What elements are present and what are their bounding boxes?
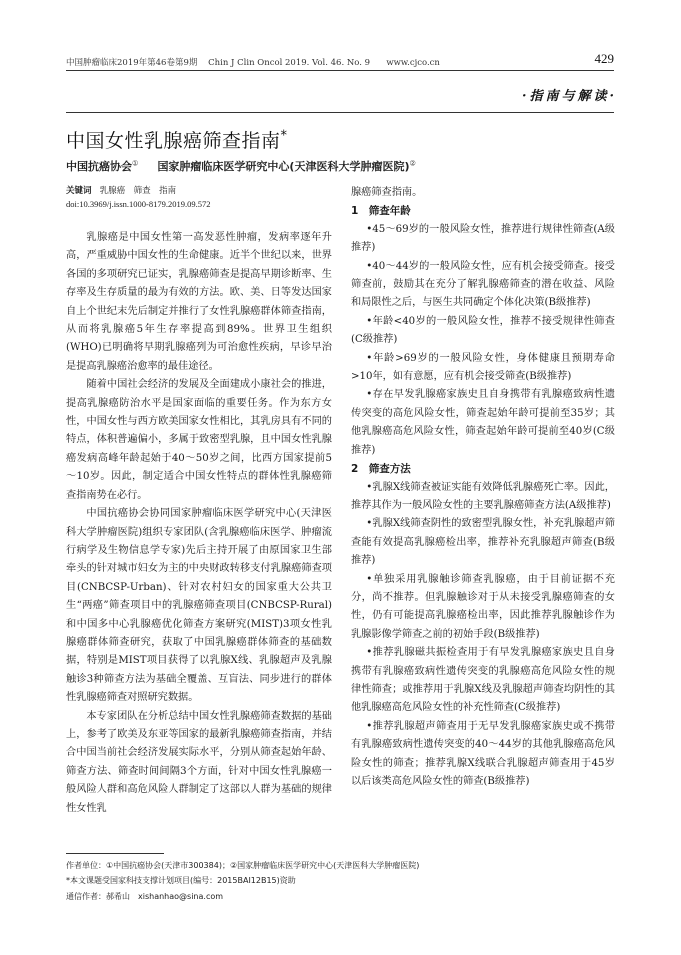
footnote-rule: [66, 853, 164, 854]
article-title: 中国女性乳腺癌筛查指南*: [66, 128, 288, 152]
recommendation-item: •乳腺X线筛查被证实能有效降低乳腺癌死亡率。因此，推荐其作为一般风险女性的主要乳腺癌筛查方法(A级推荐): [351, 481, 615, 511]
author-org-2-mark: ②: [409, 159, 416, 168]
keywords: 乳腺癌 筛查 指南: [99, 186, 177, 196]
right-column: [351, 184, 615, 791]
page-number: 429: [594, 51, 614, 66]
recommendation-item: •40～44岁的一般风险女性，应有机会接受筛查。接受筛查前，鼓励其在充分了解乳腺癌筛查的潜在收益、风险和局限性之后，与医生共同确定个体化决策(B级推荐): [351, 260, 615, 309]
journal-name-en: Chin J Clin Oncol 2019. Vol. 46. No. 9: [208, 58, 371, 68]
footnote-correspondence: 通信作者：郝希山 xishanhao@sina.com: [66, 891, 224, 901]
header-rule: [66, 70, 614, 71]
section-heading-method: 2 筛查方法: [351, 463, 411, 476]
author-line: [66, 158, 416, 174]
body-paragraph-continued: 腺癌筛查指南。: [351, 187, 423, 198]
recommendation-item: •推荐乳腺超声筛查用于无早发乳腺癌家族史或不携带有乳腺癌致病性遗传突变的40～44岁的其他乳腺癌高危风险女性的筛查；推荐乳腺X线联合乳腺超声筛查用于45岁以后该类高危风险女性的筛查(B级推荐): [351, 720, 615, 787]
recommendation-item: •推荐乳腺磁共振检查用于有早发乳腺癌家族史且自身携带有乳腺癌致病性遗传突变的乳腺癌高危风险女性的规律性筛查；或推荐用于乳腺X线及乳腺超声筛查均阴性的其他乳腺癌高危风险女性的补充性筛查(C级推荐): [351, 647, 615, 714]
recommendation-item: •年龄<40岁的一般风险女性，推荐不接受规律性筛查(C级推荐): [351, 315, 615, 346]
recommendation-item: •45～69岁的一般风险女性，推荐进行规律性筛查(A级推荐): [351, 223, 615, 254]
footnote-funding: *本文课题受国家科技支撑计划项目(编号：2015BAI12B15)资助: [66, 876, 296, 886]
title-footnote-mark: *: [280, 128, 288, 144]
section-heading-age: 1 筛查年龄: [351, 205, 411, 218]
keywords-label: 关键词: [66, 186, 92, 196]
section-rule: [66, 112, 614, 113]
section-tag: ·指南与解读·: [521, 89, 617, 104]
body-paragraph: 本专家团队在分析总结中国女性乳腺癌筛查数据的基础上，参考了欧美及东亚等国家的最新乳腺癌筛查指南，并结合中国当前社会经济发展实际水平，分别从筛查起始年龄、筛查方法、筛查时间间隔3个方面，针对中国女性乳腺癌一般风险人群和高危风险人群制定了这部以人群为基础的规律性女性乳: [66, 710, 332, 814]
author-org-1-mark: ①: [132, 159, 139, 168]
running-head: [66, 53, 614, 69]
author-org-2: 国家肿瘤临床医学研究中心(天津医科大学肿瘤医院): [157, 160, 410, 173]
left-column: [66, 229, 332, 818]
recommendation-item: •乳腺X线筛查阴性的致密型乳腺女性，补充乳腺超声筛查能有效提高乳腺癌检出率，推荐补充乳腺超声筛查(B级推荐): [351, 518, 615, 567]
recommendation-item: •存在早发乳腺癌家族史且自身携带有乳腺癌致病性遗传突变的高危风险女性，筛查起始年龄可提前至35岁；其他乳腺癌高危风险女性，筛查起始年龄可提前至40岁(C级推荐): [351, 389, 615, 456]
body-paragraph: 中国抗癌协会协同国家肿瘤临床医学研究中心(天津医科大学肿瘤医院)组织专家团队(含乳腺癌临床医学、肿瘤流行病学及生物信息学专家)先后主持开展了由原国家卫生部牵头的针对城市妇女为主的中央财政转移支付乳腺癌筛查项目(CNBCSP-Urban)、针对农村妇女的国家重大公共卫生“两癌”筛查项目中的乳腺癌筛查项目(CNBCSP-Rural)和中国多中心乳腺癌优化筛查方案研究(MIST)3项女性乳腺癌群体筛查研究，获取了中国乳腺癌群体筛查的基础数据，特别是MIST项目获得了以乳腺X线、乳腺超声及乳腺触诊3种筛查方法为基础全覆盖、互盲法、同步进行的群体性乳腺癌筛查对照研究数据。: [66, 508, 332, 704]
author-org-1: 中国抗癌协会: [66, 160, 132, 173]
journal-name-cn: 中国肿瘤临床2019年第46卷第9期: [66, 58, 198, 68]
recommendation-item: •单独采用乳腺触诊筛查乳腺癌，由于目前证据不充分，尚不推荐。但乳腺触诊对于从未接受乳腺癌筛查的女性，仍有可能提高乳腺癌检出率，因此推荐乳腺触诊作为乳腺影像学筛查之前的初始手段(B级推荐): [351, 573, 615, 640]
doi: doi:10.3969/j.issn.1000-8179.2019.09.572: [66, 199, 211, 209]
footnote-affiliation: 作者单位：①中国抗癌协会(天津市300384)；②国家肿瘤临床医学研究中心(天津医科大学肿瘤医院): [66, 861, 420, 870]
journal-website[interactable]: www.cjco.cn: [386, 58, 440, 68]
footnotes: [66, 858, 626, 904]
body-paragraph: 乳腺癌是中国女性第一高发恶性肿瘤，发病率逐年升高，严重威胁中国女性的生命健康。近半个世纪以来，世界各国的多项研究已证实，乳腺癌筛查是提高早期诊断率、生存率及生存质量的最为有效的方法。欧、美、日等发达国家自上个世纪末先后制定并推行了女性乳腺癌群体筛查指南，从而将乳腺癌5年生存率提高到89%。世界卫生组织(WHO)已明确将早期乳腺癌列为可治愈性疾病，早诊早治是提高乳腺癌治愈率的最佳途径。: [66, 232, 332, 372]
keywords-line: [66, 184, 176, 196]
body-paragraph: 随着中国社会经济的发展及全面建成小康社会的推进，提高乳腺癌防治水平是国家面临的重要任务。作为东方女性，中国女性与西方欧美国家女性相比，其乳房具有不同的特点，体积普遍偏小，多属于致密型乳腺，且中国女性乳腺癌发病高峰年龄起始于40～50岁之间，比西方国家提前5～10岁。因此，制定适合中国女性特点的群体性乳腺癌筛查指南势在必行。: [66, 379, 332, 501]
recommendation-item: •年龄>69岁的一般风险女性，身体健康且预期寿命>10年，如有意愿，应有机会接受筛查(B级推荐): [351, 352, 615, 383]
